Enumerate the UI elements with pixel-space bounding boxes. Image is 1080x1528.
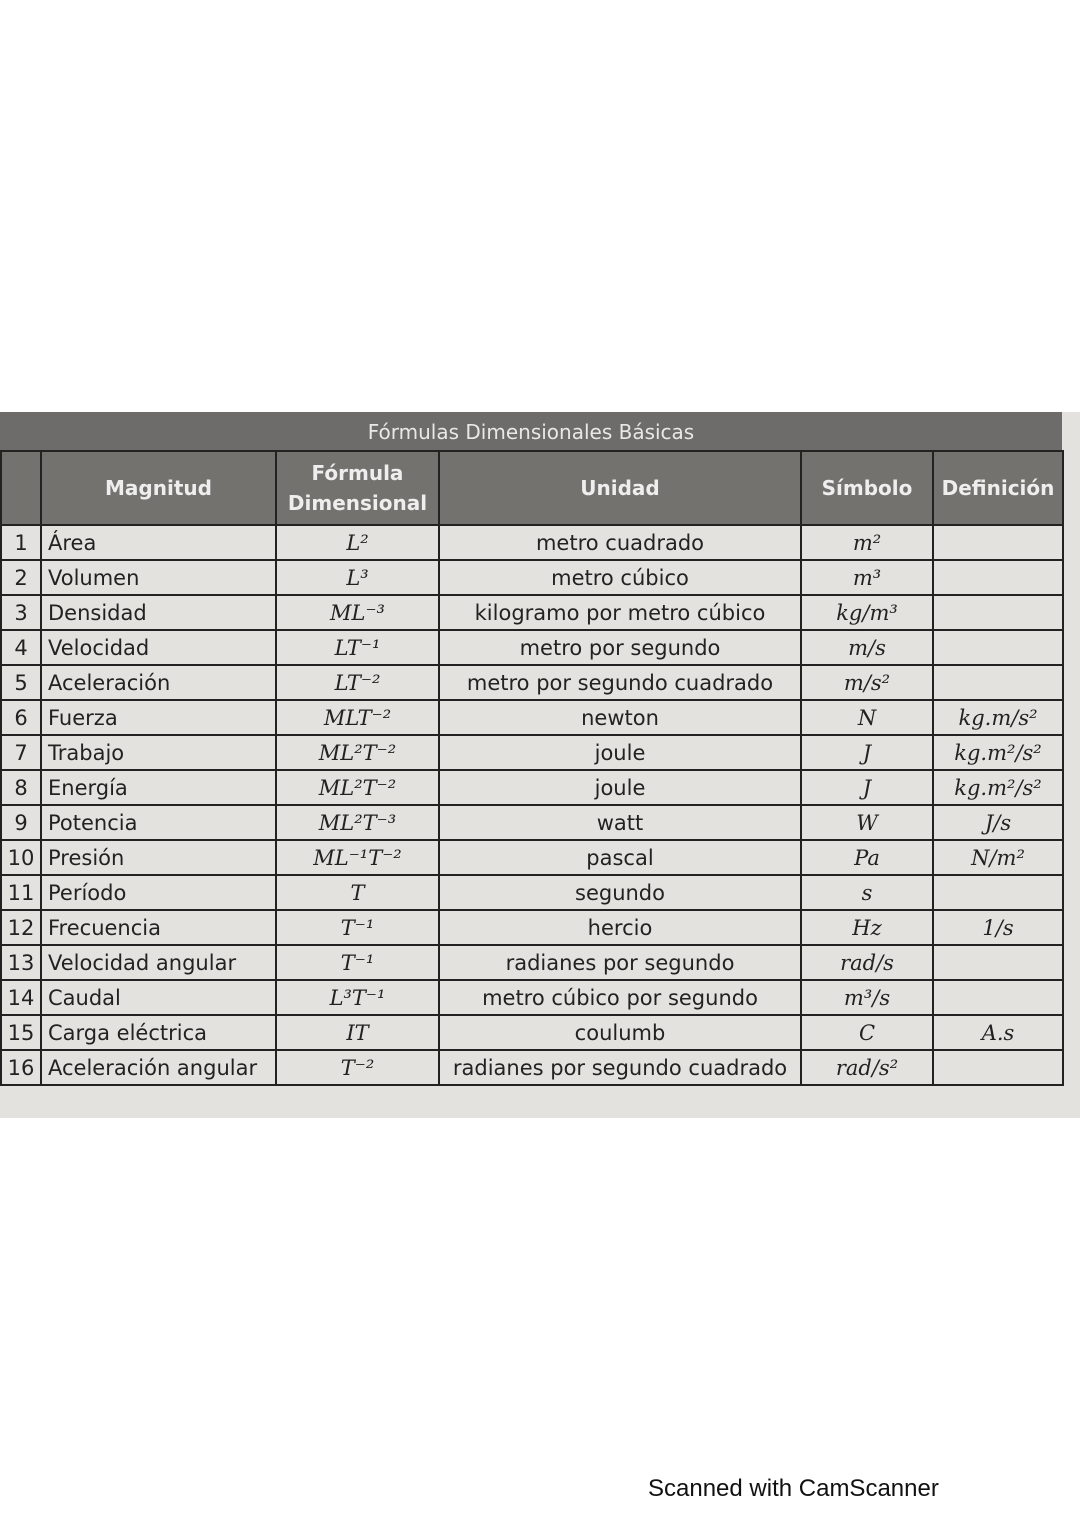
cell-simbolo: m² xyxy=(801,525,933,560)
cell-definicion xyxy=(933,630,1063,665)
table-title: Fórmulas Dimensionales Básicas xyxy=(0,412,1062,450)
cell-unidad: metro cuadrado xyxy=(439,525,801,560)
cell-definicion xyxy=(933,595,1063,630)
cell-simbolo: N xyxy=(801,700,933,735)
header-row xyxy=(1,451,1063,525)
cell-simbolo: Hz xyxy=(801,910,933,945)
table-row xyxy=(1,560,1063,595)
cell-index: 12 xyxy=(1,910,41,945)
cell-formula: T⁻² xyxy=(276,1050,439,1085)
table-row xyxy=(1,1015,1063,1050)
cell-index: 9 xyxy=(1,805,41,840)
header-magnitud: Magnitud xyxy=(41,451,276,525)
cell-magnitud: Aceleración angular xyxy=(41,1050,276,1085)
cell-formula: ML²T⁻² xyxy=(276,770,439,805)
cell-magnitud: Frecuencia xyxy=(41,910,276,945)
cell-simbolo: Pa xyxy=(801,840,933,875)
cell-magnitud: Fuerza xyxy=(41,700,276,735)
cell-magnitud: Presión xyxy=(41,840,276,875)
cell-magnitud: Aceleración xyxy=(41,665,276,700)
cell-definicion xyxy=(933,525,1063,560)
cell-simbolo: rad/s² xyxy=(801,1050,933,1085)
cell-definicion: A.s xyxy=(933,1015,1063,1050)
table-row xyxy=(1,700,1063,735)
cell-index: 11 xyxy=(1,875,41,910)
cell-index: 2 xyxy=(1,560,41,595)
cell-simbolo: C xyxy=(801,1015,933,1050)
cell-magnitud: Carga eléctrica xyxy=(41,1015,276,1050)
header-formula: Fórmula Dimensional xyxy=(276,451,439,525)
cell-unidad: joule xyxy=(439,735,801,770)
cell-index: 3 xyxy=(1,595,41,630)
cell-simbolo: m/s xyxy=(801,630,933,665)
cell-definicion: 1/s xyxy=(933,910,1063,945)
dimensional-formulas-sheet xyxy=(0,412,1080,1118)
cell-formula: ML⁻³ xyxy=(276,595,439,630)
cell-unidad: kilogramo por metro cúbico xyxy=(439,595,801,630)
cell-index: 7 xyxy=(1,735,41,770)
cell-formula: ML²T⁻³ xyxy=(276,805,439,840)
cell-formula: IT xyxy=(276,1015,439,1050)
table-row xyxy=(1,910,1063,945)
dimensional-formulas-table xyxy=(0,450,1064,1086)
table-row xyxy=(1,630,1063,665)
cell-simbolo: rad/s xyxy=(801,945,933,980)
cell-unidad: joule xyxy=(439,770,801,805)
table-row xyxy=(1,665,1063,700)
cell-index: 5 xyxy=(1,665,41,700)
cell-definicion xyxy=(933,1050,1063,1085)
table-row xyxy=(1,595,1063,630)
cell-formula: T⁻¹ xyxy=(276,945,439,980)
cell-definicion: J/s xyxy=(933,805,1063,840)
table-row xyxy=(1,945,1063,980)
table-row xyxy=(1,525,1063,560)
cell-magnitud: Área xyxy=(41,525,276,560)
cell-index: 14 xyxy=(1,980,41,1015)
header-unidad: Unidad xyxy=(439,451,801,525)
cell-definicion xyxy=(933,980,1063,1015)
cell-magnitud: Densidad xyxy=(41,595,276,630)
table-row xyxy=(1,735,1063,770)
cell-index: 15 xyxy=(1,1015,41,1050)
cell-unidad: metro cúbico xyxy=(439,560,801,595)
cell-formula: MLT⁻² xyxy=(276,700,439,735)
cell-definicion: N/m² xyxy=(933,840,1063,875)
cell-definicion: kg.m/s² xyxy=(933,700,1063,735)
cell-index: 16 xyxy=(1,1050,41,1085)
cell-magnitud: Velocidad angular xyxy=(41,945,276,980)
cell-magnitud: Velocidad xyxy=(41,630,276,665)
cell-formula: LT⁻¹ xyxy=(276,630,439,665)
cell-magnitud: Potencia xyxy=(41,805,276,840)
cell-formula: ML⁻¹T⁻² xyxy=(276,840,439,875)
cell-index: 4 xyxy=(1,630,41,665)
cell-unidad: coulumb xyxy=(439,1015,801,1050)
cell-formula: L³ xyxy=(276,560,439,595)
cell-index: 6 xyxy=(1,700,41,735)
table-row xyxy=(1,840,1063,875)
table-row xyxy=(1,770,1063,805)
cell-magnitud: Caudal xyxy=(41,980,276,1015)
cell-unidad: segundo xyxy=(439,875,801,910)
cell-unidad: radianes por segundo xyxy=(439,945,801,980)
cell-unidad: hercio xyxy=(439,910,801,945)
cell-index: 10 xyxy=(1,840,41,875)
cell-definicion: kg.m²/s² xyxy=(933,770,1063,805)
cell-unidad: metro por segundo cuadrado xyxy=(439,665,801,700)
cell-simbolo: s xyxy=(801,875,933,910)
header-index xyxy=(1,451,41,525)
cell-formula: L³T⁻¹ xyxy=(276,980,439,1015)
scanner-watermark: Scanned with CamScanner xyxy=(648,1475,939,1502)
cell-simbolo: kg/m³ xyxy=(801,595,933,630)
cell-definicion xyxy=(933,945,1063,980)
cell-formula: L² xyxy=(276,525,439,560)
cell-formula: T⁻¹ xyxy=(276,910,439,945)
cell-formula: LT⁻² xyxy=(276,665,439,700)
cell-simbolo: J xyxy=(801,770,933,805)
cell-magnitud: Período xyxy=(41,875,276,910)
cell-unidad: pascal xyxy=(439,840,801,875)
cell-unidad: radianes por segundo cuadrado xyxy=(439,1050,801,1085)
cell-magnitud: Trabajo xyxy=(41,735,276,770)
cell-simbolo: m/s² xyxy=(801,665,933,700)
cell-simbolo: m³ xyxy=(801,560,933,595)
cell-formula: ML²T⁻² xyxy=(276,735,439,770)
cell-simbolo: J xyxy=(801,735,933,770)
cell-formula: T xyxy=(276,875,439,910)
cell-simbolo: W xyxy=(801,805,933,840)
cell-definicion xyxy=(933,875,1063,910)
cell-simbolo: m³/s xyxy=(801,980,933,1015)
table-row xyxy=(1,980,1063,1015)
cell-unidad: watt xyxy=(439,805,801,840)
cell-unidad: metro cúbico por segundo xyxy=(439,980,801,1015)
table-row xyxy=(1,875,1063,910)
cell-magnitud: Energía xyxy=(41,770,276,805)
header-simbolo: Símbolo xyxy=(801,451,933,525)
header-definicion: Definición xyxy=(933,451,1063,525)
cell-unidad: newton xyxy=(439,700,801,735)
table-row xyxy=(1,805,1063,840)
cell-unidad: metro por segundo xyxy=(439,630,801,665)
cell-index: 13 xyxy=(1,945,41,980)
cell-index: 1 xyxy=(1,525,41,560)
table-row xyxy=(1,1050,1063,1085)
cell-index: 8 xyxy=(1,770,41,805)
cell-magnitud: Volumen xyxy=(41,560,276,595)
cell-definicion xyxy=(933,665,1063,700)
cell-definicion: kg.m²/s² xyxy=(933,735,1063,770)
cell-definicion xyxy=(933,560,1063,595)
